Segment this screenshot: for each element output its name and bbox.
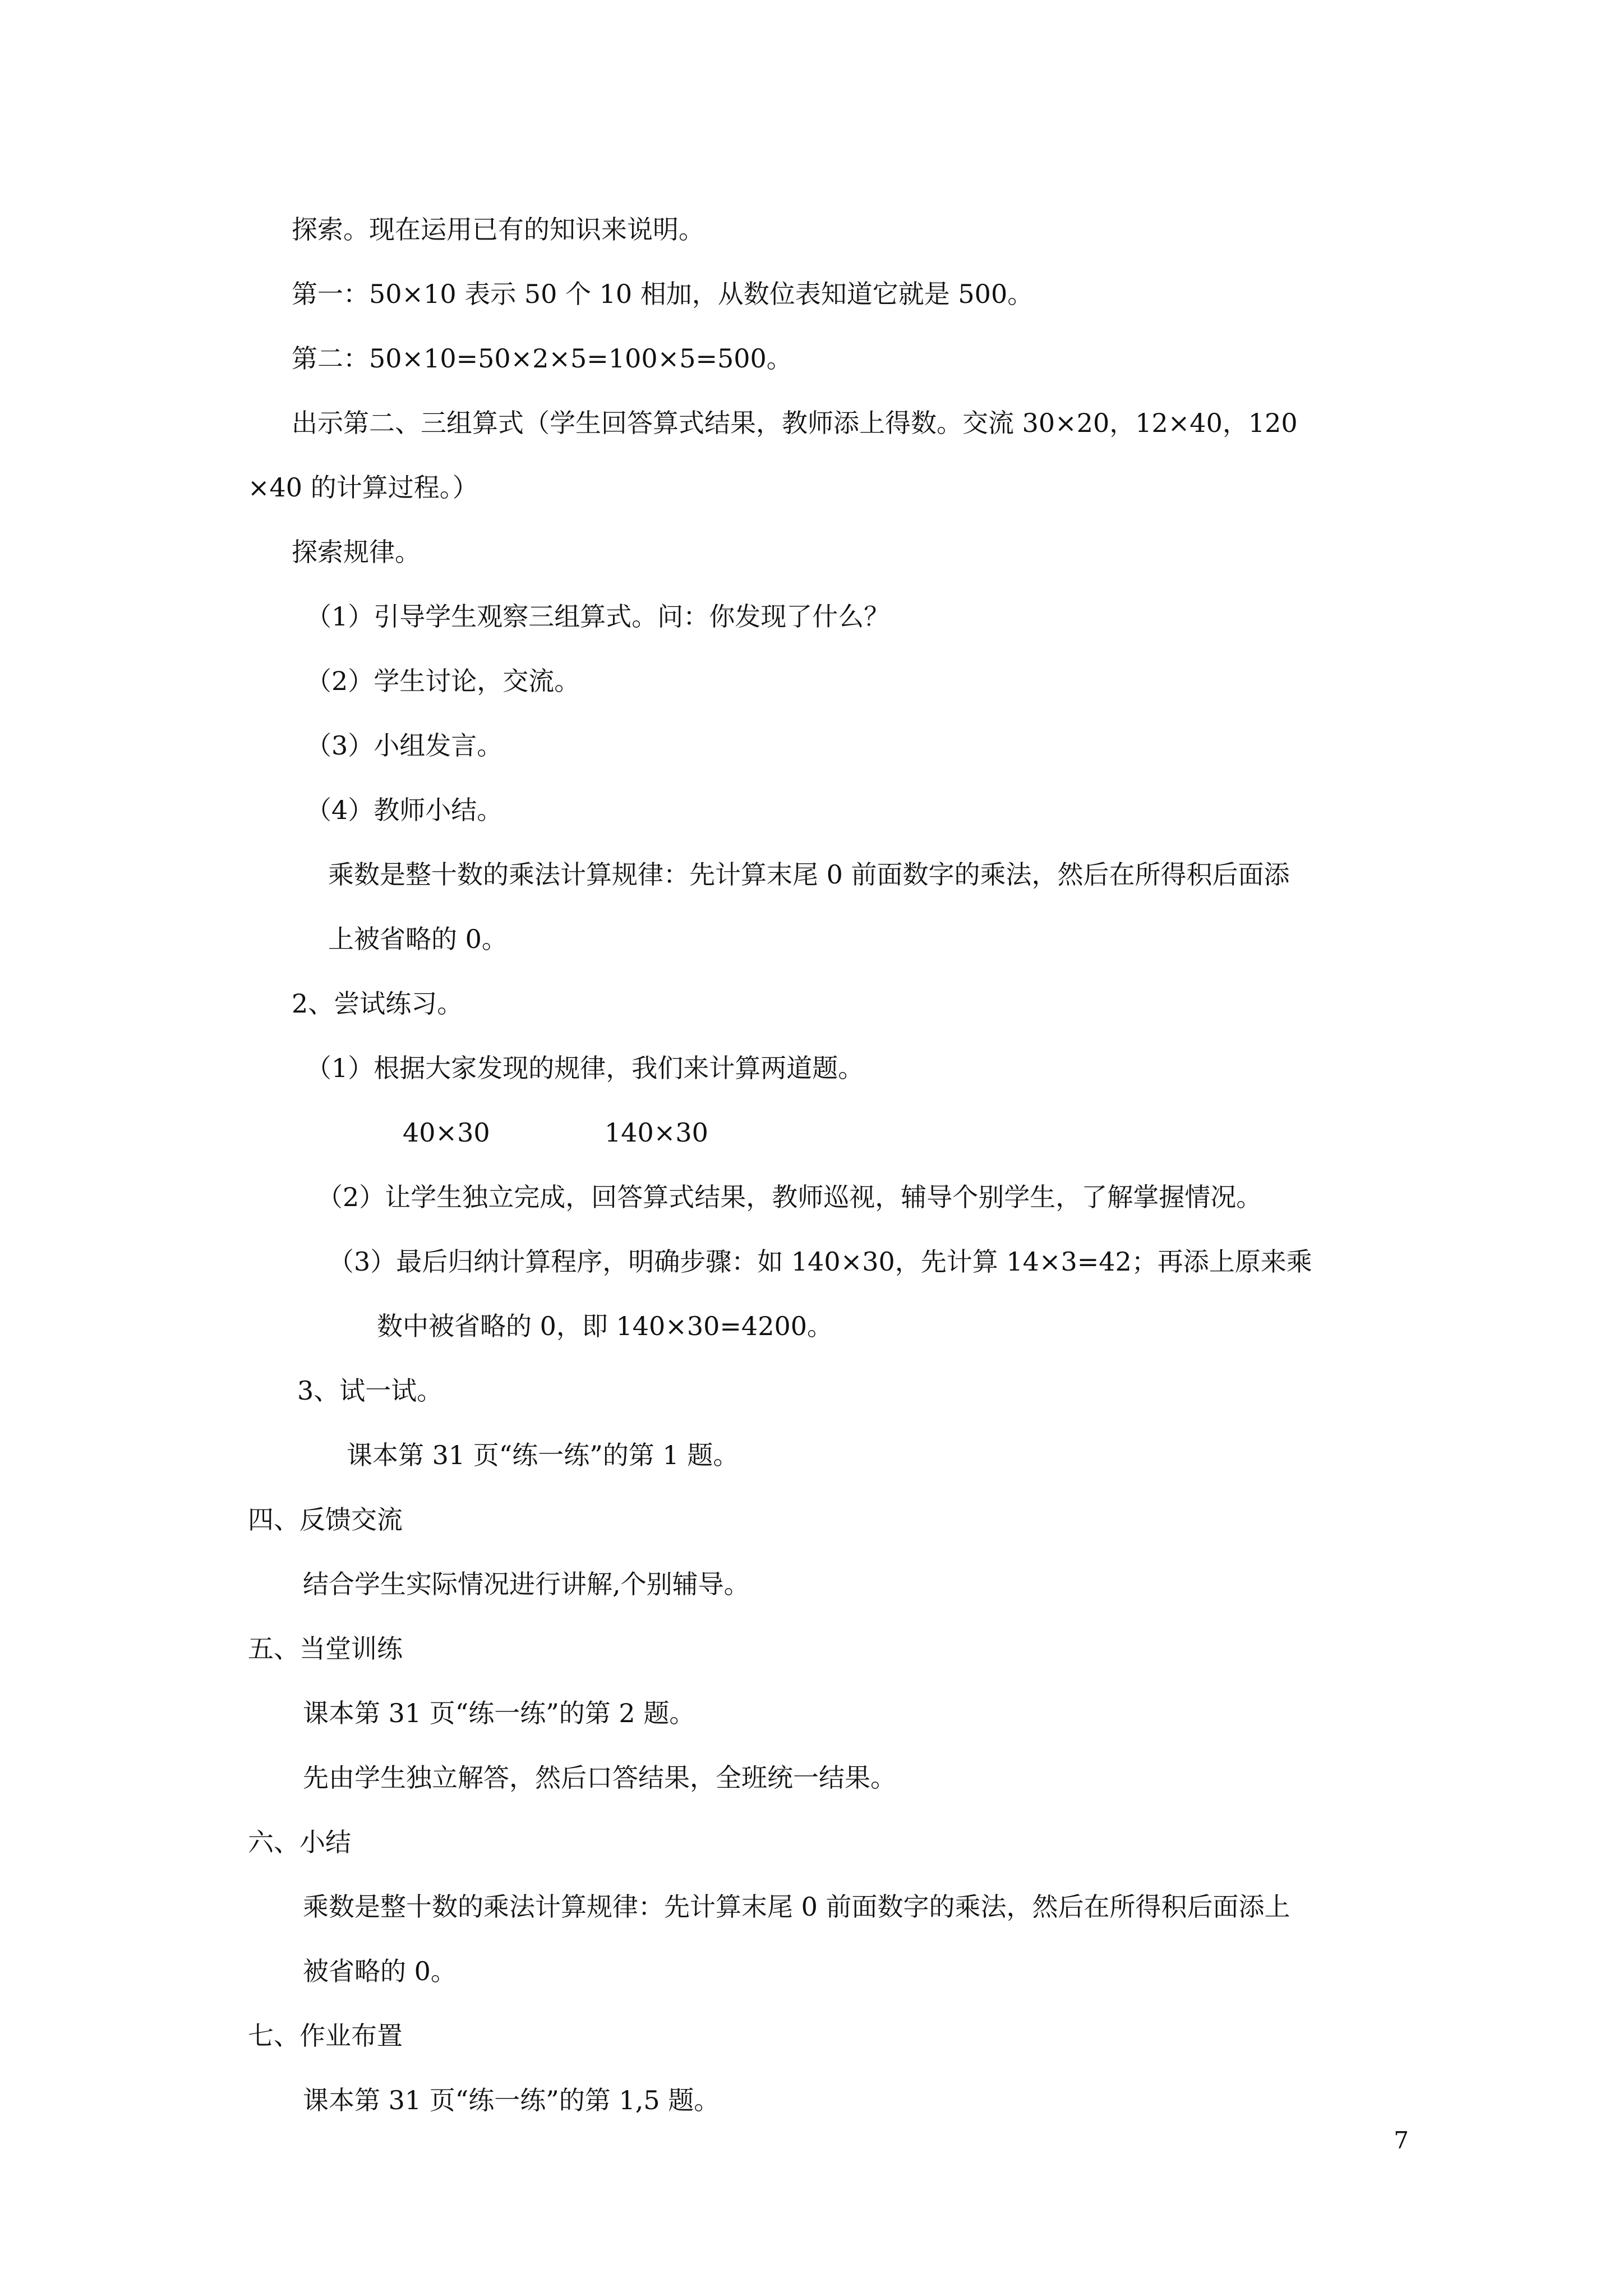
text-line: 乘数是整十数的乘法计算规律：先计算末尾 0 前面数字的乘法，然后在所得积后面添 — [328, 859, 1290, 890]
text-line: 出示第二、三组算式（学生回答算式结果，教师添上得数。交流 30×20，12×40，120 — [292, 408, 1298, 438]
text-line: 第一：50×10 表示 50 个 10 相加，从数位表知道它就是 500。 — [292, 279, 1034, 309]
text-line: 探索规律。 — [292, 537, 421, 567]
section-heading: 五、当堂训练 — [248, 1634, 403, 1664]
list-item: （3）小组发言。 — [306, 730, 503, 761]
text-line: 结合学生实际情况进行讲解,个别辅导。 — [303, 1569, 750, 1599]
section-heading: 四、反馈交流 — [248, 1504, 403, 1535]
text-line: 课本第 31 页“练一练”的第 1 题。 — [347, 1440, 739, 1470]
text-line: 第二：50×10=50×2×5=100×5=500。 — [292, 343, 792, 374]
section-heading: 2、尝试练习。 — [292, 988, 463, 1019]
section-heading: 六、小结 — [248, 1827, 351, 1857]
list-item: （3）最后归纳计算程序，明确步骤：如 140×30，先计算 14×3=42；再添上原来乘 — [328, 1246, 1312, 1277]
page-number: 7 — [1394, 2127, 1409, 2154]
text-line: 被省略的 0。 — [303, 1956, 457, 1986]
section-heading: 七、作业布置 — [248, 2021, 403, 2051]
text-line: 探索。现在运用已有的知识来说明。 — [292, 214, 704, 245]
text-line: 数中被省略的 0，即 140×30=4200。 — [377, 1311, 833, 1341]
list-item: （1）引导学生观察三组算式。问：你发现了什么？ — [306, 601, 890, 632]
text-line: 课本第 31 页“练一练”的第 1,5 题。 — [303, 2085, 720, 2115]
list-item: （1）根据大家发现的规律，我们来计算两道题。 — [306, 1053, 864, 1083]
text-line: 课本第 31 页“练一练”的第 2 题。 — [303, 1698, 695, 1728]
text-line: 乘数是整十数的乘法计算规律：先计算末尾 0 前面数字的乘法，然后在所得积后面添上 — [303, 1892, 1290, 1922]
text-line: ×40 的计算过程。） — [248, 472, 478, 503]
text-line: 上被省略的 0。 — [328, 924, 508, 954]
list-item: （2）让学生独立完成，回答算式结果，教师巡视，辅导个别学生，了解掌握情况。 — [317, 1182, 1262, 1212]
section-heading: 3、试一试。 — [297, 1375, 443, 1406]
list-item: （4）教师小结。 — [306, 795, 503, 825]
expression: 40×30 — [403, 1117, 490, 1148]
list-item: （2）学生讨论，交流。 — [306, 666, 580, 696]
expression: 140×30 — [605, 1117, 708, 1148]
text-line: 先由学生独立解答，然后口答结果，全班统一结果。 — [303, 1763, 896, 1793]
